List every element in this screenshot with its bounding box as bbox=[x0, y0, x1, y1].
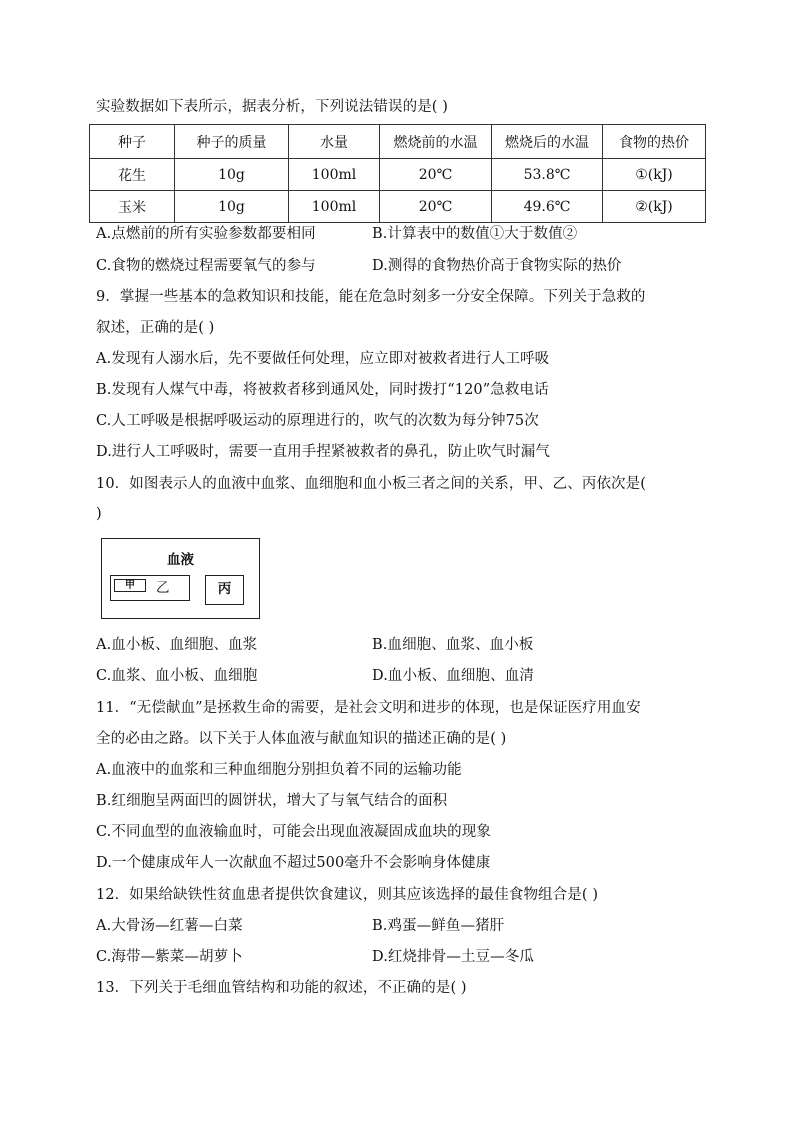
table-header-row bbox=[90, 125, 706, 159]
table-cell: ①(kJ) bbox=[603, 159, 706, 191]
q8-option-c: C.食物的燃烧过程需要氧气的参与 bbox=[96, 258, 316, 274]
q9-option-d: D.进行人工呼吸时，需要一直用手捏紧被救者的鼻孔，防止吹气时漏气 bbox=[96, 444, 550, 460]
table-row bbox=[90, 159, 706, 191]
table-row bbox=[90, 191, 706, 223]
table-cell: 20℃ bbox=[380, 159, 492, 191]
q9-stem-line1: 9．掌握一些基本的急救知识和技能，能在危急时刻多一分安全保障。下列关于急救的 bbox=[96, 289, 646, 305]
table-cell: 花生 bbox=[90, 159, 175, 191]
q13-stem: 13．下列关于毛细血管结构和功能的叙述，不正确的是( ) bbox=[96, 980, 467, 996]
q9-option-b: B.发现有人煤气中毒，将被救者移到通风处，同时拨打“120”急救电话 bbox=[96, 382, 549, 398]
diagram-box-jia-yi bbox=[110, 575, 190, 601]
q11-option-d: D.一个健康成年人一次献血不超过500毫升不会影响身体健康 bbox=[96, 855, 491, 871]
table-header-cell: 种子的质量 bbox=[175, 125, 289, 159]
blood-composition-diagram bbox=[101, 538, 260, 619]
table-cell: 玉米 bbox=[90, 191, 175, 223]
table-header-cell: 食物的热价 bbox=[603, 125, 706, 159]
table-cell: ②(kJ) bbox=[603, 191, 706, 223]
q10-stem-line2: ) bbox=[96, 506, 102, 522]
q12-option-c: C.海带—紫菜—胡萝卜 bbox=[96, 949, 243, 965]
table-cell: 49.6℃ bbox=[492, 191, 603, 223]
table-header-cell: 燃烧前的水温 bbox=[380, 125, 492, 159]
diagram-box-jia: 甲 bbox=[114, 579, 146, 592]
q11-option-b: B.红细胞呈两面凹的圆饼状，增大了与氧气结合的面积 bbox=[96, 793, 448, 809]
diagram-label-yi: 乙 bbox=[156, 580, 170, 596]
table-header-cell: 水量 bbox=[289, 125, 380, 159]
table-cell: 10g bbox=[175, 191, 289, 223]
diagram-title: 血液 bbox=[167, 552, 194, 568]
seed-calorie-table bbox=[89, 124, 706, 223]
q11-stem-line1: 11．“无偿献血”是拯救生命的需要，是社会文明和进步的体现，也是保证医疗用血安 bbox=[96, 700, 641, 716]
q10-option-b: B.血细胞、血浆、血小板 bbox=[372, 637, 534, 653]
q11-option-c: C.不同血型的血液输血时，可能会出现血液凝固成血块的现象 bbox=[96, 824, 491, 840]
q10-stem-line1: 10．如图表示人的血液中血浆、血细胞和血小板三者之间的关系，甲、乙、丙依次是( bbox=[96, 476, 647, 492]
table-header-cell: 种子 bbox=[90, 125, 175, 159]
q8-option-a: A.点燃前的所有实验参数都要相同 bbox=[96, 226, 316, 242]
table-cell: 53.8℃ bbox=[492, 159, 603, 191]
q12-option-b: B.鸡蛋—鲜鱼—猪肝 bbox=[372, 918, 505, 934]
table-header-cell: 燃烧后的水温 bbox=[492, 125, 603, 159]
q10-option-a: A.血小板、血细胞、血浆 bbox=[96, 637, 258, 653]
diagram-box-bing: 丙 bbox=[205, 575, 244, 605]
table-cell: 100ml bbox=[289, 159, 380, 191]
q12-option-a: A.大骨汤—红薯—白菜 bbox=[96, 918, 243, 934]
q12-stem: 12．如果给缺铁性贫血患者提供饮食建议，则其应该选择的最佳食物组合是( ) bbox=[96, 887, 599, 903]
q9-option-a: A.发现有人溺水后，先不要做任何处理，应立即对被救者进行人工呼吸 bbox=[96, 351, 550, 367]
q10-option-d: D.血小板、血细胞、血清 bbox=[372, 668, 534, 684]
q9-stem-line2: 叙述，正确的是( ) bbox=[96, 320, 215, 336]
table-cell: 20℃ bbox=[380, 191, 492, 223]
q12-option-d: D.红烧排骨—土豆—冬瓜 bbox=[372, 949, 534, 965]
q9-option-c: C.人工呼吸是根据呼吸运动的原理进行的，吹气的次数为每分钟75次 bbox=[96, 413, 539, 429]
q8-intro: 实验数据如下表所示，据表分析，下列说法错误的是( ) bbox=[96, 99, 449, 115]
table-cell: 10g bbox=[175, 159, 289, 191]
q11-stem-line2: 全的必由之路。以下关于人体血液与献血知识的描述正确的是( ) bbox=[96, 731, 507, 747]
q8-option-d: D.测得的食物热价高于食物实际的热价 bbox=[372, 258, 622, 274]
table-cell: 100ml bbox=[289, 191, 380, 223]
q8-option-b: B.计算表中的数值①大于数值② bbox=[372, 226, 578, 242]
q11-option-a: A.血液中的血浆和三种血细胞分别担负着不同的运输功能 bbox=[96, 762, 462, 778]
q10-option-c: C.血浆、血小板、血细胞 bbox=[96, 668, 258, 684]
